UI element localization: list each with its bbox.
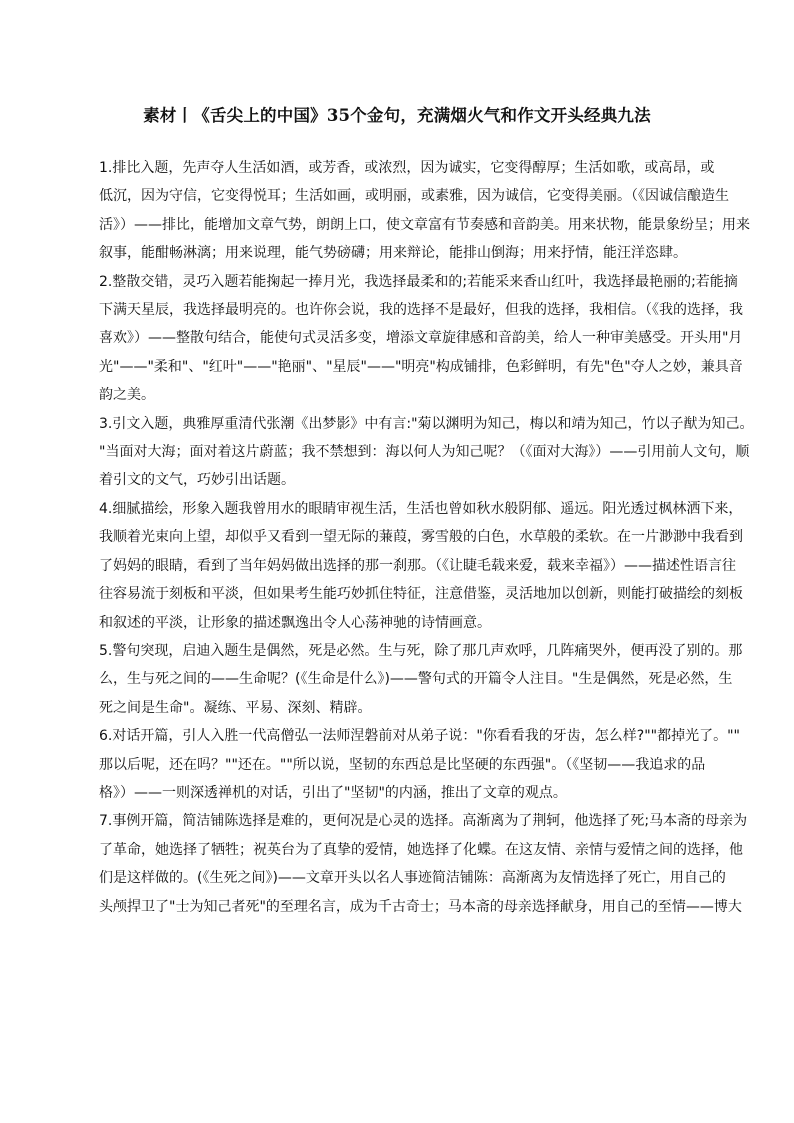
text-line: 光"——"柔和"、"红叶"——"艳丽"、"星辰"——"明亮"构成铺排，色彩鲜明，有先"色"夺人之妙，兼具音 (99, 358, 743, 375)
text-line: 了妈妈的眼睛，看到了当年妈妈做出选择的那一刹那。（《让睫毛载来爱，载来幸福》）——描述性语言往 (99, 557, 736, 574)
paragraph-1 (99, 154, 750, 268)
text-line: 4.细腻描绘，形象入题我曾用水的眼睛审视生活，生活也曾如秋水般阴郁、遥远。阳光透过枫林洒下来， (99, 500, 743, 517)
text-line: 6.对话开篇，引人入胜一代高僧弘一法师涅磐前对从弟子说："你看看我的牙齿，怎么样?""都掉光了。"" (99, 728, 740, 745)
text-line: 了革命，她选择了牺牲；祝英台为了真挚的爱情，她选择了化蝶。在这友情、亲情与爱情之间的选择，他 (99, 841, 743, 858)
document-body (99, 154, 754, 921)
text-line: 3.引文入题，典雅厚重清代张潮《出梦影》中有言:"菊以渊明为知己，梅以和靖为知己，竹以子猷为知己。 (99, 415, 754, 432)
text-line: 5.警句突现，启迪入题生是偶然，死是必然。生与死，除了那几声欢呼，几阵痛哭外，便再没了别的。那 (99, 642, 743, 659)
paragraph-6 (99, 722, 740, 807)
text-line: 着引文的文气，巧妙引出话题。 (99, 472, 295, 489)
paragraph-2 (99, 268, 743, 410)
paragraph-7 (99, 807, 748, 921)
paragraph-5 (99, 637, 743, 722)
text-line: 那以后呢，还在吗？""还在。""所以说，坚韧的东西总是比坚硬的东西强"。（《坚韧——我追求的品 (99, 756, 706, 773)
text-line: 死之间是生命"。凝练、平易、深刻、精辟。 (99, 699, 372, 716)
text-line: 喜欢》）——整散句结合，能使句式灵活多变，增添文章旋律感和音韵美，给人一种审美感受。开头用"月 (99, 330, 743, 347)
text-line: 韵之美。 (99, 387, 155, 404)
text-line: 1.排比入题，先声夺人生活如酒，或芳香，或浓烈，因为诚实，它变得醇厚；生活如歌，或高昂，或 (99, 160, 715, 176)
paragraph-4 (99, 495, 743, 637)
text-line: 们是这样做的。(《生死之间》)——文章开头以名人事迹简洁铺陈：高渐离为友情选择了死亡，用自己的 (99, 870, 726, 887)
text-line: 活》）——排比，能增加文章气势，朗朗上口，使文章富有节奏感和音韵美。用来状物，能景象纷呈；用来 (99, 216, 750, 233)
text-line: 2.整散交错，灵巧入题若能掬起一捧月光，我选择最柔和的;若能采来香山红叶，我选择最艳丽的;若能摘 (99, 273, 738, 290)
text-line: 和叙述的平淡，让形象的描述飘逸出令人心荡神驰的诗情画意。 (99, 614, 491, 631)
text-line: "当面对大海；面对着这片蔚蓝；我不禁想到：海以何人为知己呢？（《面对大海》）——引用前人文句，顺 (99, 444, 750, 461)
text-line: 头颅捍卫了"士为知己者死"的至理名言，成为千古奇士；马本斋的母亲选择献身，用自己的至情——博大 (99, 898, 742, 915)
text-line: 7.事例开篇，简洁铺陈选择是难的，更何况是心灵的选择。高渐离为了荆轲，他选择了死;马本斋的母亲为 (99, 813, 748, 830)
text-line: 我顺着光束向上望，却似乎又看到一望无际的蒹葭，雾雪般的白色，水草般的柔软。在一片渺渺中我看到 (99, 529, 743, 546)
text-line: 往容易流于刻板和平淡，但如果考生能巧妙抓住特征，注意借鉴，灵活地加以创新，则能打破描绘的刻板 (99, 586, 743, 603)
text-line: 低沉，因为守信，它变得悦耳；生活如画，或明丽，或素雅，因为诚信，它变得美丽。（《因诚信酿造生 (99, 188, 729, 205)
text-line: 下满天星辰，我选择最明亮的。也许你会说，我的选择不是最好，但我的选择，我相信。（《我的选择，我 (99, 302, 743, 319)
text-line: 么，生与死之间的——生命呢？(《生命是什么》)——警句式的开篇令人注目。"生是偶然，死是必然，生 (99, 671, 733, 688)
text-line: 格》）——一则深透禅机的对话，引出了"坚韧"的内涵，推出了文章的观点。 (99, 784, 567, 801)
text-line: 叙事，能酣畅淋漓；用来说理，能气势磅礴；用来辩论，能排山倒海；用来抒情，能汪洋恣肆。 (99, 245, 687, 262)
paragraph-3 (99, 410, 754, 495)
page-title: 素材丨《舌尖上的中国》35个金句，充满烟火气和作文开头经典九法 (143, 106, 651, 125)
